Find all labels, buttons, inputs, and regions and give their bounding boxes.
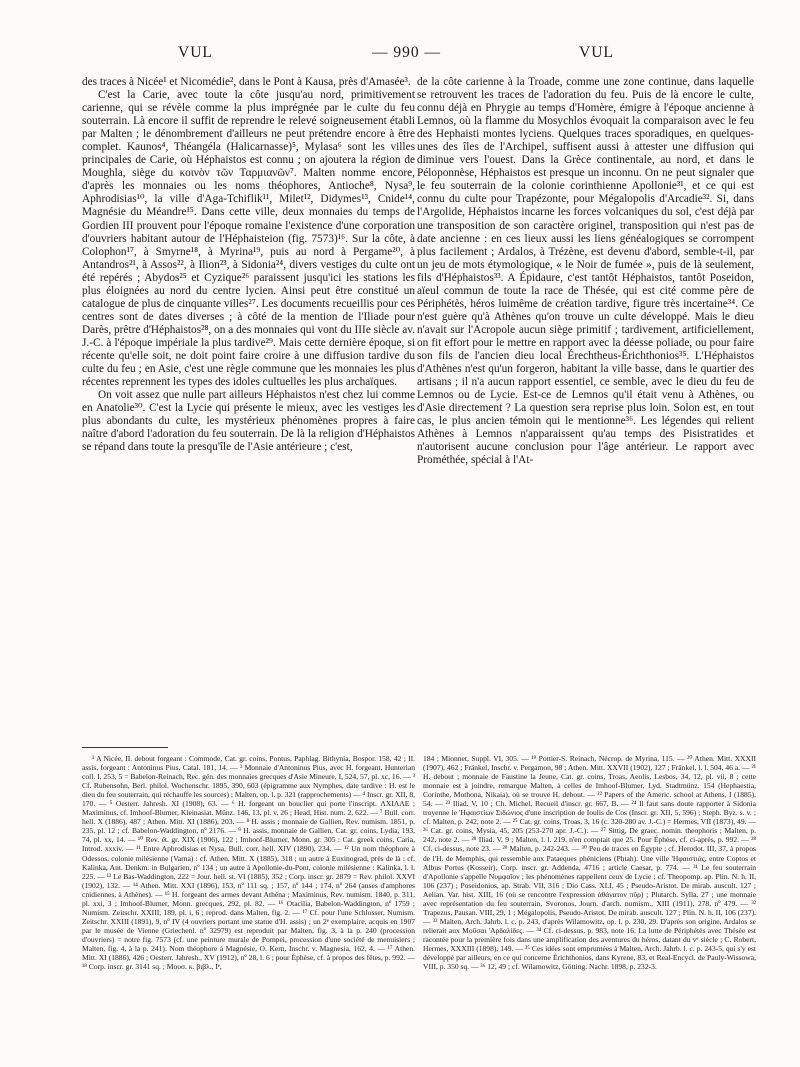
body-paragraph: C'est la Carie, avec toute la côte jusqu'au nord, primitivement carienne, qui se révèle comme la plus imprégnée par le culte du feu souterrain. Là encore il suffit de reprendre le relevé soigneusement établi par Malten ; le dénombrement d'ailleurs ne peut prétendre encore à être complet. Kaunos⁴, Théangéla (Halicarnasse)⁵, Mylasa⁶ sont les villes principales de Carie, où Héphaistos est connu ; on ajoutera la région de Moughla, siège du κοινὸν τῶν Ταρμιανῶν⁷. Malten nomme encore, d'après les monnaies ou les noms théophores, Antioche⁸, Nysa⁹, Aphrodisias¹⁰, la ville d'Aga-Tchiflik¹¹, Milet¹², Didymes¹³, Cnide¹⁴, Magnésie du Méandre¹⁵. Dans cette ville, deux monnaies du temps de Gordien III prouvent pour l'époque romaine l'existence d'une corporation d'ouvriers habitant autour de l'Héphaisteion (fig. 7573)¹⁶. Sur la côte, à Colophon¹⁷, à Smyrne¹⁸, à Myrina¹⁹, puis au nord à Pergame²⁰, à Antandros²¹, à Assos²², à Ilion²³, à Sidonia²⁴, divers vestiges du culte ont été repérés ; Abydos²⁵ et Cyzique²⁶ paraissent jusqu'ici les stations les plus éloignées au nord du centre lycien. Ainsi peut être constitué un catalogue de plus de cinquante villes²⁷. Les documents recueillis pour ces centres sont de dates diverses ; à côté de la mention de l'Iliade pour Darès, prêtre d'Héphaistos²⁸, on a des monnaies qui vont du IIIe siècle av. J.-C. à l'époque impériale la plus tardive²⁹. Mais cette dernière époque, si récente qu'elle soit, ne doit point faire croire à une diffusion tardive du culte du feu ; en Asie, c'est une règle commune que les monnaies les plus récentes reprennent les types des idoles cultuelles les plus archaïques. [82,89,415,389]
footnote-block: ¹ A Nicée, II. debout forgeant : Commode, Cat. gr. coins, Pontus, Paphlag. Bithynia, Bospor. 158, 42 ; II. assis, forgeant : Antoninus Pius, Catal. 181, 14. — ² Monnaie d'Antoninus Pius, avec H. forgeant, Hunterian coll. I, 253, 5 = Babelon-Reinach, Rec. gén. des monnaies grecques d'Asie Mineure, I, 524, 57, pl. xc, 16. — ³ Cf. Rubensohn, Berl. philol. Wochenschr. 1895, 390, 603 (épigramme aux Nymphes, date tardive : H. est le dieu du feu souterrain, qui réchauffe les sources) ; Malten, op. l. p. 321 (rapprochements) — ⁴ Inscr. gr. XII, 8, 170. — ⁵ Oesterr. Jahresh. XI (1908), 63. — ⁶ H. forgeant un bouclier qui porte l'inscript. ΛΧΙΛΛΕ ; Maximinus, cf. Imhoof-Blumer, Kleinasiat. Münz. 146, 13, pl. v, 26 ; Head, Hist. num. 2, 622. — ⁷ Bull. corr. hell. X (1886), 487 ; Athen. Mitt. XI (1886), 203. — ⁸ H. assis ; monnaie de Gallien, Rev. numism. 1851, p. 235, pl. 12 ; cf. Babelon-Waddington, nº 2176. — ⁹ H. assis, monnaie de Gallien, Cat. gr. coins, Lydia, 193, 74, pl. xx, 14. — ¹⁰ Rev. ét. gr. XIX (1906), 122 ; Imhoof-Blumer, Monn. gr. 305 : Cat. greek coins, Caria, Introd. xxxiv. — ¹¹ Entre Aphrodisias et Nysa, Bull. corr. hell. XIV (1890), 234. — ¹² Un nom théophore à Odessos, colonie milésienne (Varna) : cf. Athen. Mitt. X (1885), 318 ; un autre à Euxinograd, près de là : cf. Kalinka, Ant. Denkm. in Bulgarien, nº 134 ; un autre à Apollonie-du-Pont, colonie milésienne : Kalinka, l. l. 225. — ¹³ Le Bas-Waddington, 222 = Jour. hell. st. VI (1885), 352 ; Corp. inscr. gr. 2879 = Rev. philol. XXVI (1902), 132. — ¹⁴ Athen. Mitt. XXI (1896), 153, nº 111 sq. ; 157, nº 144 ; 174, nº 264 (anses d'amphores cnidiennes, à Athènes). — ¹⁵ H. forgeant des armes devant Athéna ; Maximinus, Rev. numism. 1840, p. 311, pl. xxi, 3 ; Imhoof-Blumer, Monn. grecques, 292, pl. 82. — ¹⁶ Otacilia, Babelon-Waddington, nº 1759 ; Numism. Zeitschr. XXIII, 189, pl. i, 6 ; reprod. dans Malten, fig. 2. — ¹⁷ Cf. pour l'une Schlosser, Numism. Zeitschr. XXIII (1891), 9, nº IV (4 ouvriers portant une statue d'H. assis) ; un 2ᵉ exemplaire, acquis en 1907 par le musée de Vienne (Griechenl. nº 32979) est reproduit par Malten, fig. 3, à la p. 240 (procession d'ouvriers) = notre fig. 7573 (cf. une peinture murale de Pompei, procession d'une société de menuisiers ; Malten, fig. 4, à la p. 241). Nom théophore à Magnésie, O. Kern, Inschr. v. Magnesia, 162, 4. — ¹⁷ Athen. Mitt. XI (1886), 426 ; Oesterr. Jahresh., XV (1912), nº 28, l. 6 ; pour Éphèse, cf. à propos des fêtes, p. 992. — ¹⁸ Corp. inscr. gr. 3141 sq. ; Μουσ. κ. βιβλ., Iᵉ, [82,754,415,972]
header-left-title: VUL [178,44,213,61]
body-column-left [82,76,415,454]
footnotes-left [82,754,415,971]
footnote-rule [82,747,168,748]
page-number: — 990 — [372,44,441,61]
running-header [0,44,800,66]
body-column-right [417,76,754,467]
header-right-title: VUL [579,44,614,61]
footnote-block: 184 ; Mionnet, Suppl. VI, 305. — ¹⁹ Pottier-S. Reinach, Nécrop. de Myrina, 115. — ²⁰ Athen. Mitt. XXXII (1907), 462 ; Fränkel, Inschr. v. Pergamon, 98 ; Athen. Mitt. XXVII (1902), 127 ; Fränkel, l. l. 504, 46 a. — ²¹ H. debout ; monnaie de Faustine la Jeune, Cat. gr. coins, Troas, Aeolis, Lesbos, 34, 12, pl. vii, 8 ; cette monnaie est à joindre, remarque Malten, à celles de Imhoof-Blumer, Lyd. Stadtmünz. 154 (Hephaestia, Corinthe, Mothona, Nikaia), où se trouve H. debout. — ²² Papers of the Americ. school at Athens, I (1885), 54. — ²³ Iliad. V, 10 ; Ch. Michel, Recueil d'inscr. gr. 667, B. — ²⁴ Il faut sans doute rapporter à Sidonia troyenne le 'Ηφαιστίων Σιδώνιος d'une inscription de Ioulis de Cos (Inscr. gr. XII, 5, 596) ; Steph. Byz. s. v. ; cf. Malten, p. 242, note 2. — ²⁵ Cat. gr. coins, Troas, 3, 16 (c. 320-280 av. J.-C.) = Hermes, VII (1873), 49. — ²⁶ Cat. gr. coins, Mysia, 45, 205 (253-270 apr. J.-C.). — ²⁷ Sittig, De graec. nomin. theophoris ; Malten, p. 242, note 2. — ²⁸ Iliad. V, 9 ; Malten, l. l. 219. n'en comptait que 25. Pour Éphèse, cf. ci-après, p. 992. — ²⁸ Cf. ci-dessus, note 23. — ²⁹ Malten, p. 242-243. — ³⁰ Peu de traces en Égypte ; cf. Herodot. III, 37, à propos de l'H. de Memphis, qui ressemble aux Pataeques phéniciens (Phtah). Une ville 'Ηφαιστιάς, entre Coptos et Albus Portus (Kosseir), Corp. inscr. gr. Addenda, 4716 ; article Caesar, p. 774. — ³¹ Le feu souterrain d'Apollonie s'appelle Νυμφαῖον ; les phénomènes rappellent ceux de Lycie ; cf. Theopomp. ap. Plin. N. h. II, 106 (237) ; Poseidonios, ap. Strab. VII, 316 ; Dio Cass. XLI, 45 ; Pseudo-Aristot. De mirab. auscult. 127 ; Aelian. Var. hist. XIII, 16 (où se rencontre l'expression ἀθάνατον πῦρ) ; Plutarch. Sylla, 27 ; une monnaie avec représentation du feu souterrain, Svoronos, Journ. d'arch. numism., XIII (1911), 278, nº 479. — ³² Trapezus, Pausan. VIII, 29, 1 ; Mégalopolis, Pseudo-Aristot. De mirab. auscult. 127 ; Plin. N. h. II, 106 (237). — ³³ Malten, Arch. Jahrb. l. c. p. 243, d'après Wilamowitz, op. l. p. 230, 29. D'après son origine, Ardalos se relierait aux Μοῦσαι 'Αρδαλίδες. — ³⁴ Cf. ci-dessus, p. 983, note 16. La lutte de Périphétès avec Thésée est racontée pour la première fois dans une amplification des aventures du héros, datant du vᵉ siècle ; C. Robert, Hermes, XXXIII (1898), 149. — ³⁵ Ces idées sont empruntées à Malten, Arch. Jahrb. l. c. p. 243-5, qui s'y est développé par ailleurs, en ce qui concerne Érichthonios, dans Kyrene, 83, et Real-Encycl. de Pauly-Wissowa, VIII, p. 350 sq. — ³⁶ 12, 49 ; cf. Wilamowitz, Götting. Nachr. 1898, p. 232-3. [423,754,756,972]
body-paragraph: des traces à Nicée¹ et Nicomédie², dans le Pont à Kausa, près d'Amasée³. [82,76,411,88]
body-paragraph: On voit assez que nulle part ailleurs Héphaistos n'est chez lui comme en Anatolie³⁰. C'est la Lycie qui présente le mieux, avec les vestiges les plus abondants du culte, les mystérieux phénomènes propres à faire naître d'abord l'adoration du feu souterrain. De là la religion d'Héphaistos se répand dans toute la presqu'île de l'Asie antérieure ; c'est, [82,389,415,454]
footnotes-right [423,754,756,971]
body-paragraph: de la côte carienne à la Troade, comme une zone continue, dans laquelle se retrouvent les traces de l'adoration du feu. Puis de là encore le culte, connu déjà en Phrygie au temps d'Homère, émigre à l'époque ancienne à Lemnos, où la flamme du Mosychlos évoquait la comparaison avec le feu des Hephaisti montes lyciens. Quelques traces sporadiques, en quelques-unes des îles de l'Archipel, suffisent aussi à attester une diffusion qui diminue vers l'ouest. Dans la Grèce continentale, au nord, et dans le Péloponnèse, Héphaistos est presque un inconnu. On ne peut signaler que le feu souterrain de la colonie corinthienne Apollonie³¹, et ce qui est connu du culte pour Trapézonte, pour Mégalopolis d'Arcadie³². Si, dans l'Argolide, Héphaistos incarne les forces volcaniques du sol, c'est déjà par une transposition de son caractère originel, transposition qui n'est pas de date ancienne : en ces lieux aussi les liens généalogiques se corrompent plus facilement ; Ardalos, à Trézène, est devenu d'abord, semble-t-il, par un jeu de mots étymologique, « le Noir de fumée », puis de là seulement, fils d'Héphaistos³³. A Épidaure, c'est tantôt Héphaistos, tantôt Poseidon, aïeul commun de toute la race de Thésée, qui est cité comme père de Périphétès, héros luimême de création tardive, figure très incertaine³⁴. Ce n'est guère qu'à Athènes qu'on trouve un culte développé. Mais le dieu n'avait sur l'Acropole aucun siège primitif ; tardivement, artificiellement, on fit effort pour le mettre en rapport avec la déesse poliade, ou pour faire son fils de l'ancien dieu local Érechtheus-Érichthonios³⁵. L'Héphaistos d'Athènes n'est qu'un forgeron, habitant la ville basse, dans le quartier des artisans ; il n'a aucun rapport essentiel, ce semble, avec le dieu du feu de Lemnos ou de Lycie. Est-ce de Lemnos qu'il était venu à Athènes, ou d'Asie directement ? La question sera reprise plus loin. Solon est, en tout cas, le plus ancien témoin qui le mentionne³⁶. Les légendes qui relient Athènes à Lemnos n'apparaissent qu'au temps des Pisistratides et n'autorisent aucune conclusion pour l'âge antérieur. Le rapport avec Prométhée, spécial à l'At- [417,76,754,467]
